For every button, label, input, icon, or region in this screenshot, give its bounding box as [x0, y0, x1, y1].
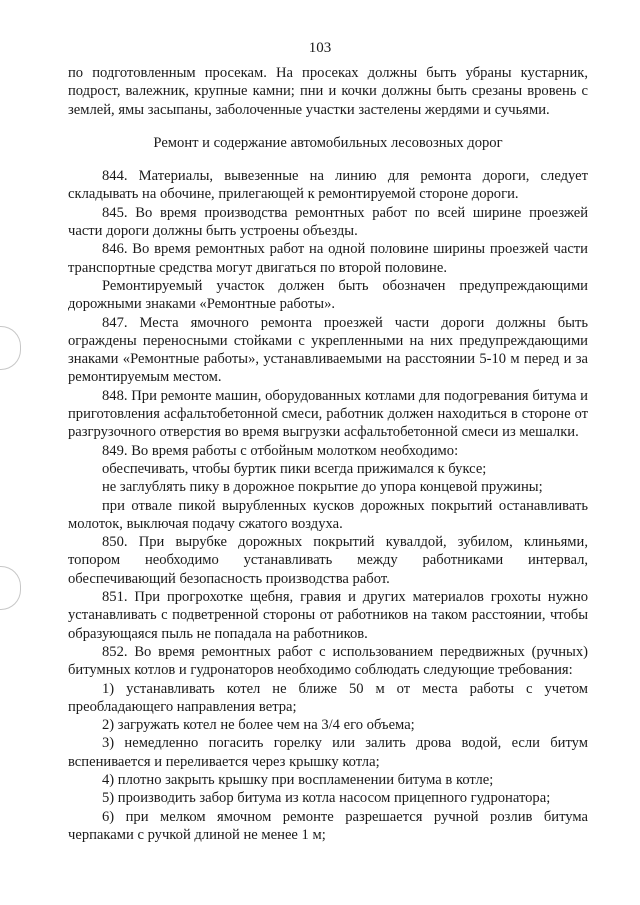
list-item: 6) при мелком ямочном ремонте разрешается ручной розлив битума черпаками с ручкой длиной не менее 1 м;	[68, 808, 588, 843]
paragraph: 848. При ремонте машин, оборудованных котлами для подогревания битума и приготовления асфальтобетонной смеси, работник должен находиться в стороне от разгрузочного отверстия во время выгрузки асфальтобетонной смеси из мешалки.	[68, 387, 588, 441]
list-item: 4) плотно закрыть крышку при воспламенении битума в котле;	[102, 771, 494, 788]
paragraph: 846. Во время ремонтных работ на одной половине ширины проезжей части транспортные средства могут двигаться по второй половине.	[68, 241, 588, 276]
paragraph: 847. Места ямочного ремонта проезжей части дороги должны быть ограждены переносными стойками с укрепленными на них предупреждающими знаками «Ремонтные работы», устанавливаемыми на расстоянии 5-10 м перед и за ремонтируемым местом.	[68, 314, 588, 386]
paragraph: Ремонтируемый участок должен быть обозначен предупреждающими дорожными знаками «Ремонтные работы».	[68, 277, 588, 313]
punch-hole-mark	[0, 326, 21, 370]
document-body	[68, 64, 588, 844]
list-item: обеспечивать, чтобы буртик пики всегда прижимался к буксе;	[102, 460, 487, 477]
paragraph: 852. Во время ремонтных работ с использованием передвижных (ручных) битумных котлов и гудронаторов необходимо соблюдать следующие требования:	[68, 643, 588, 679]
section-heading: Ремонт и содержание автомобильных лесовозных дорог	[153, 134, 503, 151]
paragraph: по подготовленным просекам. На просеках должны быть убраны кустарник, подрост, валежник, крупные камни; пни и кочки должны быть срезаны вровень с землей, ямы засыпаны, заболоченные участки застелены жердями и сучьями.	[68, 65, 588, 118]
list-item: 3) немедленно погасить горелку или залить дрова водой, если битум вспенивается и переливается через крышку котла;	[68, 735, 588, 770]
list-item: 2) загружать котел не более чем на 3/4 его объема;	[102, 717, 415, 734]
paragraph: 844. Материалы, вывезенные на линию для ремонта дороги, следует складывать на обочине, прилегающей к ремонтируемой стороне дороги.	[68, 168, 588, 203]
list-item: не заглублять пику в дорожное покрытие до упора концевой пружины;	[102, 479, 543, 496]
list-item: 1) устанавливать котел не ближе 50 м от места работы с учетом преобладающего направления ветра;	[68, 680, 588, 715]
punch-hole-mark	[0, 566, 21, 610]
paragraph: 849. Во время работы с отбойным молотком необходимо:	[102, 442, 459, 459]
paragraph: 851. При прогрохотке щебня, гравия и других материалов грохоты нужно устанавливать с подветренной стороны от работников на таком расстоянии, чтобы образующаяся пыль не попадала на работников.	[68, 589, 588, 642]
list-item: 5) производить забор битума из котла насосом прицепного гудронатора;	[102, 790, 551, 807]
paragraph: 845. Во время производства ремонтных работ по всей ширине проезжей части дороги должны быть устроены объезды.	[68, 204, 588, 240]
list-item: при отвале пикой вырубленных кусков дорожных покрытий останавливать молоток, выключая подачу сжатого воздуха.	[68, 497, 588, 532]
page-number: 103	[308, 40, 332, 56]
paragraph: 850. При вырубке дорожных покрытий кувалдой, зубилом, клиньями, топором необходимо устанавливать между работниками интервал, обеспечивающий безопасность производства работ.	[68, 534, 588, 587]
